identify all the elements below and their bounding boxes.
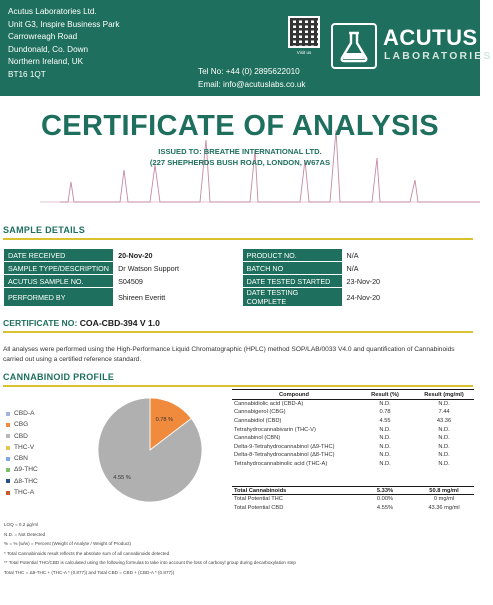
legend-item <box>6 442 38 453</box>
table-row <box>232 425 474 434</box>
qr-code[interactable] <box>288 16 320 48</box>
issued-to-name: ISSUED TO: BREATHE INTERNATIONAL LTD. <box>158 147 322 156</box>
lab-contact <box>198 66 306 91</box>
result-mg-ml: N.D. <box>438 460 450 467</box>
legend-item <box>6 408 38 419</box>
field-value: Dr Watson Support <box>114 262 242 275</box>
result-mg-ml: 43.36 <box>436 417 452 424</box>
legend-item <box>6 453 38 464</box>
field-label: DATE RECEIVED <box>4 249 114 262</box>
section-rule <box>3 385 473 387</box>
legend-label: CBD <box>14 432 28 440</box>
footnote: N.D. = Not Detected <box>4 531 46 537</box>
cannabinoid-profile-heading: CANNABINOID PROFILE <box>3 372 115 382</box>
legend-label: THC-V <box>14 443 35 451</box>
cannabinoid-pie-chart <box>84 395 216 505</box>
field-value: S04509 <box>114 275 242 288</box>
column-header: Result (%) <box>356 390 414 400</box>
legend-label: Δ9-THC <box>14 466 38 474</box>
compound-name: Delta-8-Tetrahydrocannabinol (Δ8-THC) <box>234 452 335 459</box>
potential-row <box>232 503 474 512</box>
field-label: DATE TESTING COMPLETE <box>242 288 342 307</box>
field-value: Shireen Everitt <box>114 288 242 307</box>
pie-slice-label: 4.55 % <box>113 475 131 481</box>
table-row <box>232 400 474 409</box>
footnote: % = % (w/w) = Percent (Weight of Analyte / Weight of Product) <box>4 541 131 547</box>
footnote: Total THC = Δ9-THC + (THC-A * (0.877)) and Total CBD = CBD + (CBD-A * (0.877)) <box>4 569 175 575</box>
issued-to <box>0 147 480 168</box>
legend-label: CBD-A <box>14 410 35 417</box>
field-value: N/A <box>342 262 471 275</box>
qr-label: Visit us <box>296 50 312 55</box>
legend-swatch <box>6 412 10 416</box>
document-title: CERTIFICATE OF ANALYSIS <box>40 110 440 142</box>
sample-details-table <box>3 248 471 307</box>
cannabinoid-results-table <box>232 389 474 512</box>
field-label: ACUTUS SAMPLE NO. <box>4 275 114 288</box>
footnote: * Total Cannabinoids result reflects the absolute sum of all cannabinoids detected <box>4 550 170 556</box>
potential-label: Total Potential THC <box>234 496 283 503</box>
address-line: Unit G3, Inspire Business Park <box>8 19 120 29</box>
section-rule <box>3 331 473 333</box>
table-row <box>4 262 471 275</box>
certificate-label: CERTIFICATE NO: <box>3 318 78 328</box>
table-header-row <box>232 390 474 400</box>
address-line: Northern Ireland, UK <box>8 57 84 67</box>
footnotes <box>4 520 474 578</box>
result-mg-ml: N.D. <box>438 426 450 433</box>
pie-slice-label: 0.78 % <box>155 417 174 424</box>
table-row <box>232 417 474 426</box>
table-row <box>232 408 474 417</box>
field-label: DATE TESTED STARTED <box>242 275 342 288</box>
lab-address <box>8 6 120 82</box>
spacer-row <box>232 468 474 486</box>
potential-label: Total Potential CBD <box>234 504 284 511</box>
potential-percent: 0.00% <box>376 496 394 503</box>
legend-label: CBG <box>14 421 29 429</box>
legend-swatch <box>6 491 10 495</box>
result-percent: 4.55 <box>379 417 391 424</box>
acutus-logo <box>331 20 493 72</box>
legend-item <box>6 431 38 442</box>
address-line: Carrowreagh Road <box>8 32 78 42</box>
section-rule <box>3 238 473 240</box>
result-mg-ml: N.D. <box>438 401 450 408</box>
legend-swatch <box>6 457 10 461</box>
legend-label: Δ8-THC <box>14 477 38 485</box>
column-header: Result (mg/ml) <box>414 390 474 400</box>
method-statement: All analyses were performed using the High-Performance Liquid Chromatographic (HPLC) method SOP/LAB/0033 V4.0 and quantification of Cannabinoids carried out using a certified reference standard. <box>3 346 455 363</box>
table-row <box>4 275 471 288</box>
field-value: N/A <box>342 249 471 262</box>
legend-swatch <box>6 479 10 483</box>
potential-row <box>232 495 474 504</box>
compound-name: Cannabidiolic acid (CBD-A) <box>234 401 304 408</box>
legend-item <box>6 419 38 430</box>
result-percent: N.D. <box>379 426 391 433</box>
legend-swatch <box>6 434 10 438</box>
total-label: Total Cannabinoids <box>232 486 356 495</box>
field-label: SAMPLE TYPE/DESCRIPTION <box>4 262 114 275</box>
address-line: Acutus Laboratories Ltd. <box>8 7 97 16</box>
compound-name: Cannabigerol (CBG) <box>234 409 286 416</box>
total-row <box>232 486 474 495</box>
result-percent: N.D. <box>379 401 391 408</box>
legend-item <box>6 464 38 475</box>
compound-name: Delta-9-Tetrahydrocannabinol (Δ9-THC) <box>234 443 335 450</box>
table-row <box>4 288 471 307</box>
legend-swatch <box>6 423 10 427</box>
field-value: 24-Nov-20 <box>342 288 471 307</box>
field-label: PERFORMED BY <box>4 288 114 307</box>
legend-item <box>6 476 38 487</box>
table-row <box>232 434 474 443</box>
result-mg-ml: N.D. <box>438 443 450 450</box>
sample-details-heading: SAMPLE DETAILS <box>3 225 86 235</box>
total-mg-ml: 50.8 mg/ml <box>414 486 474 495</box>
flask-logo-icon <box>331 23 377 69</box>
footnote: ** Total Potential THC/CBD is calculated using the following formulas to take into account the loss of carboxyl group during decarboxylation step <box>4 560 296 566</box>
table-row <box>232 442 474 451</box>
field-value: 23-Nov-20 <box>342 275 471 288</box>
table-row <box>232 460 474 469</box>
result-percent: 0.78 <box>379 409 391 416</box>
legend-label: CBN <box>14 455 28 463</box>
result-percent: N.D. <box>379 443 391 450</box>
address-line: BT16 1QT <box>8 69 46 79</box>
compound-name: Cannabidiol (CBD) <box>234 417 282 424</box>
pie-legend <box>6 408 38 498</box>
potential-mg-ml: 43.36 mg/ml <box>428 504 460 511</box>
email-address: Email: info@acutuslabs.co.uk <box>198 79 306 89</box>
column-header: Compound <box>232 390 356 400</box>
result-percent: N.D. <box>379 435 391 442</box>
legend-item <box>6 487 38 498</box>
result-mg-ml: 7.44 <box>438 409 450 416</box>
legend-swatch <box>6 446 10 450</box>
result-percent: N.D. <box>379 460 391 467</box>
potential-mg-ml: 0 mg/ml <box>433 496 455 503</box>
table-row <box>232 451 474 460</box>
table-row <box>4 249 471 262</box>
header-banner <box>0 0 493 96</box>
result-mg-ml: N.D. <box>438 435 450 442</box>
field-label: PRODUCT NO. <box>242 249 342 262</box>
compound-name: Tetrahydrocannabivarin (THC-V) <box>234 426 316 433</box>
certificate-value: COA-CBD-394 V 1.0 <box>79 318 160 328</box>
logo-name: ACUTUS <box>383 25 478 50</box>
result-mg-ml: N.D. <box>438 452 450 459</box>
compound-name: Cannabinol (CBN) <box>234 435 281 442</box>
logo-subtitle: LABORATORIES <box>384 51 493 62</box>
result-percent: N.D. <box>379 452 391 459</box>
certificate-number <box>3 318 160 328</box>
legend-swatch <box>6 468 10 472</box>
total-percent: 5.33% <box>356 486 414 495</box>
field-value: 20-Nov-20 <box>114 249 242 262</box>
issued-to-address: (227 SHEPHERDS BUSH ROAD, LONDON, W67AS <box>149 157 331 167</box>
field-label: BATCH NO <box>242 262 342 275</box>
legend-label: THC-A <box>14 489 35 497</box>
address-line: Dundonald, Co. Down <box>8 44 89 54</box>
potential-percent: 4.55% <box>376 504 394 511</box>
telephone-number: Tel No: +44 (0) 2895622010 <box>198 67 300 76</box>
footnote: LOQ = 0.2 µg/ml <box>4 522 38 527</box>
compound-name: Tetrahydrocannabinolic acid (THC-A) <box>234 460 328 467</box>
